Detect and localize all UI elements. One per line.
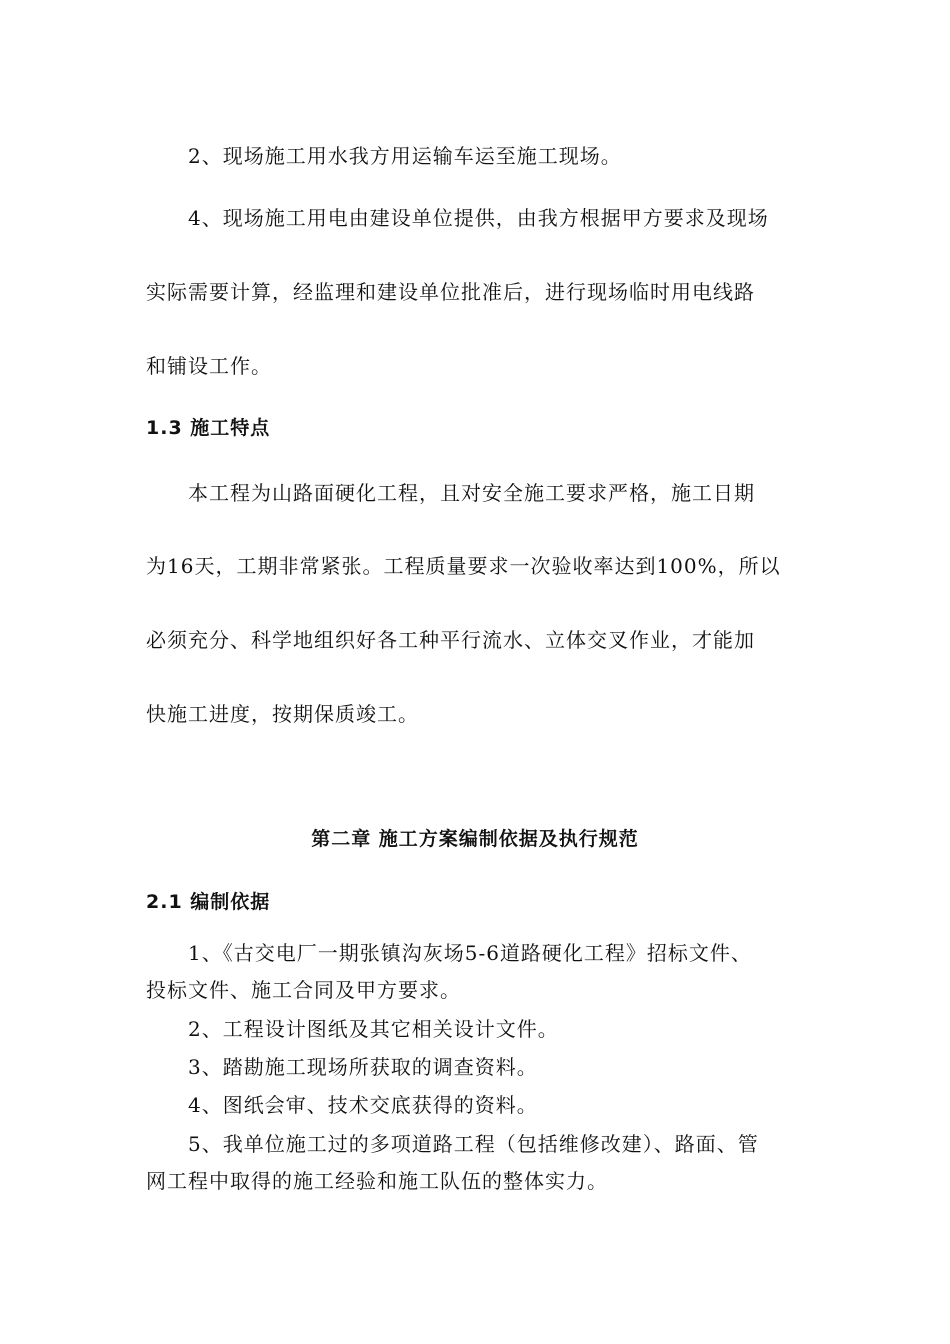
basis-line-7: 网工程中取得的施工经验和施工队伍的整体实力。 [146,1169,608,1193]
paragraph-features-line-3: 必须充分、科学地组织好各工种平行流水、立体交叉作业，才能加 [146,628,755,652]
paragraph-features-line-2: 为16天，工期非常紧张。工程质量要求一次验收率达到100%，所以 [146,554,781,578]
basis-line-4: 3、踏勘施工现场所获取的调查资料。 [188,1055,538,1079]
heading-2-1: 2.1 编制依据 [146,891,271,913]
paragraph-power-supply-line-1: 4、现场施工用电由建设单位提供，由我方根据甲方要求及现场 [188,206,769,230]
basis-line-1: 1、《古交电厂一期张镇沟灰场5-6道路硬化工程》招标文件、 [188,941,752,965]
paragraph-features-line-4: 快施工进度，按期保质竣工。 [146,702,419,726]
basis-line-6: 5、我单位施工过的多项道路工程（包括维修改建）、路面、管 [188,1132,759,1156]
basis-line-5: 4、图纸会审、技术交底获得的资料。 [188,1093,538,1117]
basis-line-2: 投标文件、施工合同及甲方要求。 [146,978,461,1002]
paragraph-power-supply-line-3: 和铺设工作。 [146,354,272,378]
basis-line-3: 2、工程设计图纸及其它相关设计文件。 [188,1017,559,1041]
paragraph-water-supply: 2、现场施工用水我方用运输车运至施工现场。 [188,144,622,168]
paragraph-features-line-1: 本工程为山路面硬化工程，且对安全施工要求严格，施工日期 [188,481,755,505]
chapter-2-title: 第二章 施工方案编制依据及执行规范 [311,828,639,850]
paragraph-power-supply-line-2: 实际需要计算，经监理和建设单位批准后，进行现场临时用电线路 [146,280,755,304]
heading-1-3: 1.3 施工特点 [146,417,271,439]
